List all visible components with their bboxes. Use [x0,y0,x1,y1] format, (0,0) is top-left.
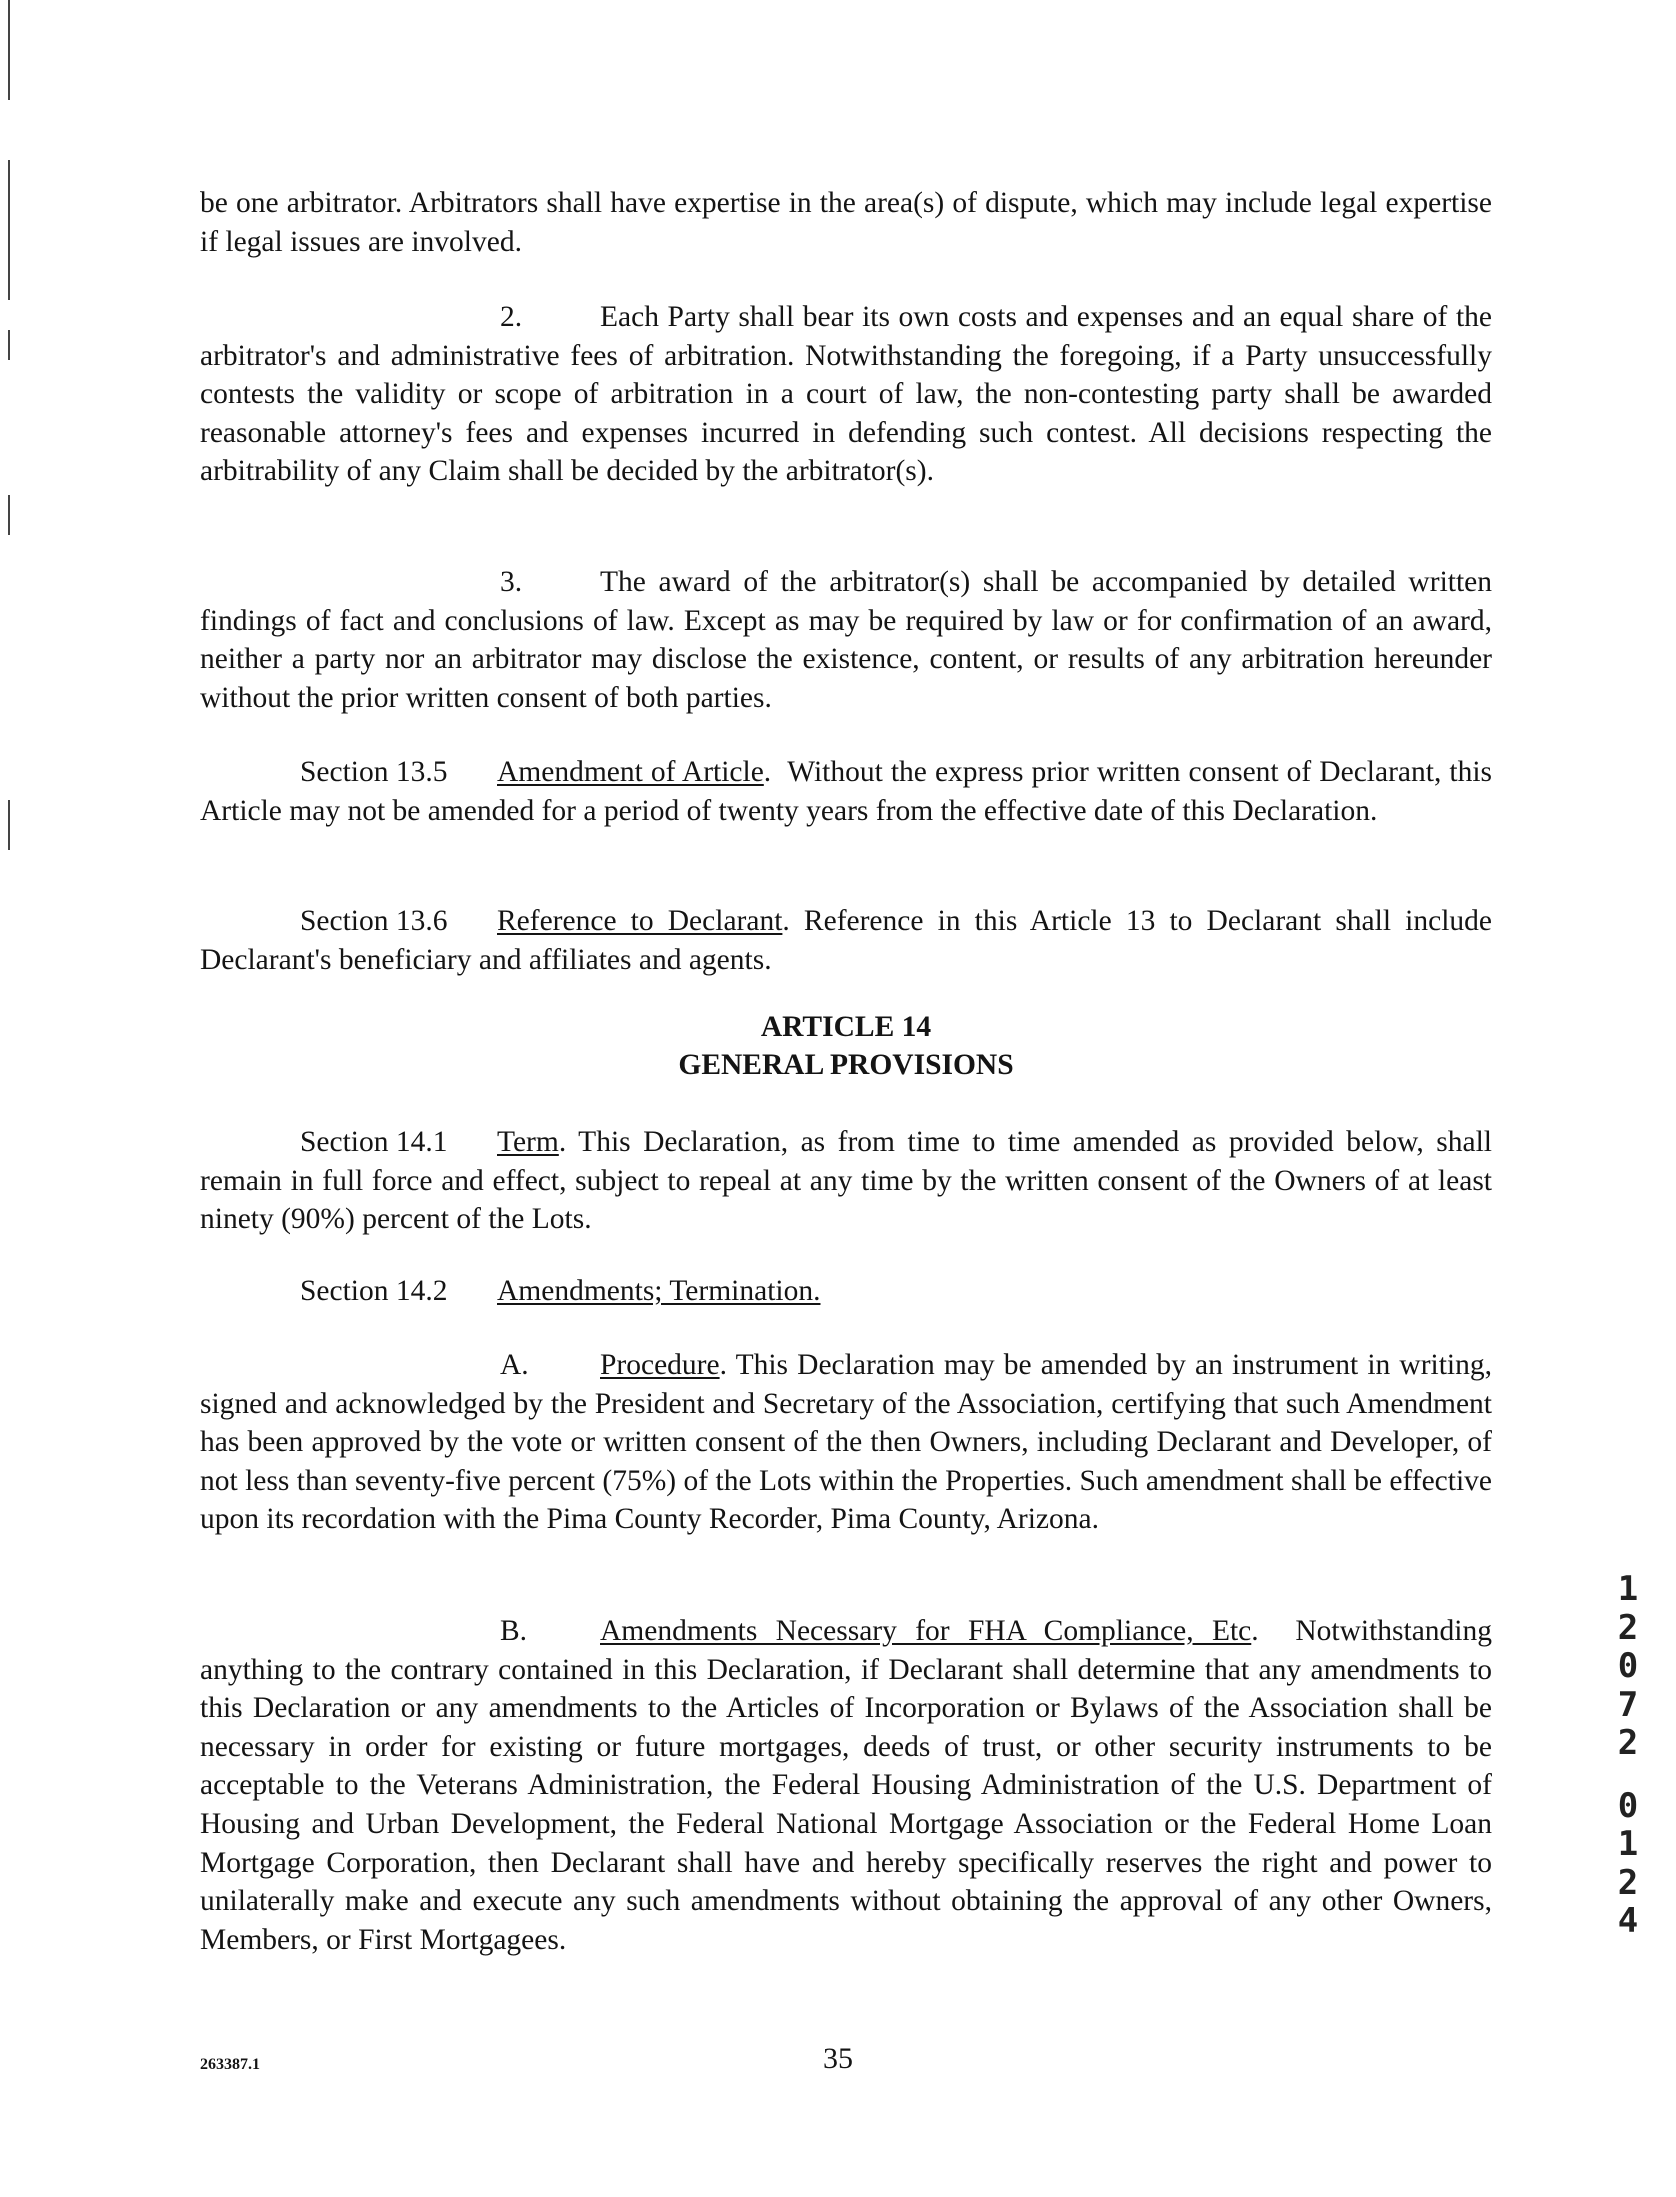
paragraph-arbitrator-expertise: be one arbitrator. Arbitrators shall have expertise in the area(s) of dispute, which may include legal expertise if legal issues are involved. [200,187,1492,258]
section-13-6: Section 13.6 Reference to Declarant. Reference in this Article 13 to Declarant shall include Declarant's beneficiary and affiliates and agents. [200,902,1492,979]
section-text: Without the express prior written consent of Declarant, this Article may not be amended for a period of twenty years from the effective date of this Declaration. [200,756,1492,827]
item-letter: B. [500,1615,528,1647]
section-14-2-b: B. Amendments Necessary for FHA Compliance, Etc. Notwithstanding anything to the contrary contained in this Declaration, if Declarant shall determine that any amendments to this Declaration or any amendments to the Articles of Incorporation or Bylaws of the Association shall be necessary in order for existing or future mortgages, deeds of trust, or other security instruments to be acceptable to the Veterans Administration, the Federal Housing Administration of the U.S. Department of Housing and Urban Development, the Federal National Mortgage Association or the Federal Home Loan Mortgage Corporation, then Declarant shall have and hereby specifically reserves the right and power to unilaterally make and execute any such amendments without obtaining the approval of any other Owners, Members, or First Mortgagees. [200,1612,1492,1959]
page-number: 35 [823,2042,853,2075]
section-title: Amendments; Termination. [497,1275,821,1307]
section-13-5: Section 13.5 Amendment of Article. Without the express prior written consent of Declarant, this Article may not be amended for a period of twenty years from the effective date of this Declaration. [200,753,1492,830]
scan-margin-mark [8,800,10,850]
stamp-digit: 1 [1617,1824,1639,1864]
stamp-digit: 0 [1617,1646,1639,1686]
article-14-heading [200,1008,1492,1084]
recording-stamp [1608,1570,1648,1941]
section-title: Term [497,1126,559,1158]
article-title: GENERAL PROVISIONS [678,1049,1014,1081]
stamp-digit: 7 [1617,1684,1639,1725]
article-number: ARTICLE 14 [760,1011,932,1043]
section-title: Reference to Declarant [497,905,783,937]
stamp-digit: 4 [1617,1901,1639,1941]
document-id: 263387.1 [200,2056,260,2073]
paragraph-text: Each Party shall bear its own costs and expenses and an equal share of the arbitrator's and administrative fees of arbitration. Notwithstanding the foregoing, if a Party unsuccessfully contests the validity or scope of arbitration in a court of law, the non-contesting party shall be awarded reasonable attorney's fees and expenses incurred in defending such contest. All decisions respecting the arbitrability of any Claim shall be decided by the arbitrator(s). [200,301,1492,488]
section-14-2 [200,1272,1492,1311]
item-number: 2. [500,301,523,333]
scan-margin-mark [8,330,10,360]
section-text: This Declaration, as from time to time amended as provided below, shall remain in full force and effect, subject to repeal at any time by the written consent of the Owners of at least ninety (90%) percent of the Lots. [200,1126,1492,1236]
section-text: Reference in this Article 13 to Declarant shall include Declarant's beneficiary and affiliates and agents. [200,905,1492,976]
subsection-title: Amendments Necessary for FHA Compliance, Etc [600,1615,1252,1647]
subsection-title: Procedure [600,1349,720,1381]
subsection-text: Notwithstanding anything to the contrary contained in this Declaration, if Declarant shall determine that any amendments to this Declaration or any amendments to the Articles of Incorporation or Bylaws of the Association shall be necessary in order for existing or future mortgages, deeds of trust, or other security instruments to be acceptable to the Veterans Administration, the Federal Housing Administration of the U.S. Department of Housing and Urban Development, the Federal National Mortgage Association or the Federal Home Loan Mortgage Corporation, then Declarant shall have and hereby specifically reserves the right and power to unilaterally make and execute any such amendments without obtaining the approval of any other Owners, Members, or First Mortgagees. [200,1615,1492,1956]
stamp-digit: 2 [1617,1607,1639,1648]
section-14-1: Section 14.1 Term. This Declaration, as from time to time amended as provided below, shall remain in full force and effect, subject to repeal at any time by the written consent of the Owners of at least ninety (90%) percent of the Lots. [200,1123,1492,1239]
section-number: Section 13.5 [300,756,448,788]
scan-margin-mark [8,0,10,100]
section-number: Section 14.1 [300,1126,448,1158]
paragraph-award [200,563,1492,717]
stamp-gap [1608,1763,1648,1787]
section-number: Section 13.6 [300,905,448,937]
scan-margin-mark [8,495,10,535]
stamp-digit: 2 [1617,1862,1639,1903]
stamp-digit: 2 [1617,1723,1639,1763]
scan-margin-mark [8,160,10,300]
section-number: Section 14.2 [300,1275,448,1307]
paragraph-costs-expenses [200,298,1492,491]
item-number: 3. [500,566,523,598]
stamp-digit: 0 [1617,1785,1639,1826]
paragraph-text: The award of the arbitrator(s) shall be accompanied by detailed written findings of fact and conclusions of law. Except as may be required by law or for confirmation of an award, neither a party nor an arbitrator may disclose the existence, content, or results of any arbitration hereunder without the prior written consent of both parties. [200,566,1492,714]
stamp-digit: 1 [1617,1569,1639,1609]
section-title: Amendment of Article [497,756,764,788]
section-14-2-a: A. Procedure. This Declaration may be amended by an instrument in writing, signed and acknowledged by the President and Secretary of the Association, certifying that such Amendment has been approved by the vote or written consent of the then Owners, including Declarant and Developer, of not less than seventy-five percent (75%) of the Lots within the Properties. Such amendment shall be effective upon its recordation with the Pima County Recorder, Pima County, Arizona. [200,1346,1492,1539]
subsection-text: This Declaration may be amended by an instrument in writing, signed and acknowledged by the President and Secretary of the Association, certifying that such Amendment has been approved by the vote or written consent of the then Owners, including Declarant and Developer, of not less than seventy-five percent (75%) of the Lots within the Properties. Such amendment shall be effective upon its recordation with the Pima County Recorder, Pima County, Arizona. [200,1349,1492,1536]
item-letter: A. [500,1349,529,1381]
